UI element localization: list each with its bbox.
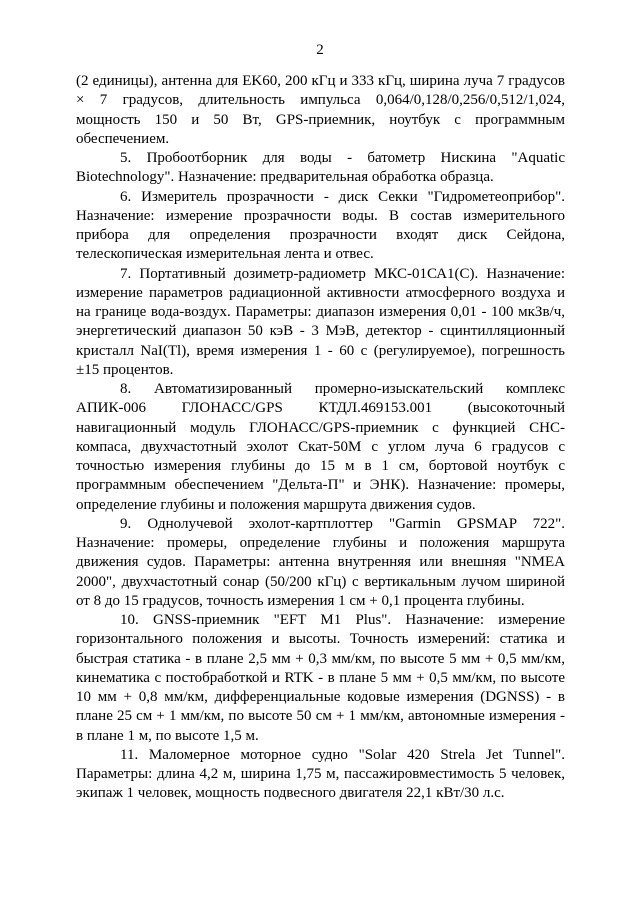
paragraph-item-6: 6. Измеритель прозрачности - диск Секки "Гидрометеоприбор". Назначение: измерение прозрачности воды. В состав измерительного прибора для определения прозрачности входят диск Сейдона, телескопическая измерительная лента и отвес.	[76, 188, 565, 263]
paragraph-item-5: 5. Пробоотборник для воды - батометр Нискина "Aquatic Biotechnology". Назначение: предварительная обработка образца.	[76, 150, 565, 186]
paragraph-continuation: (2 единицы), антенна для EK60, 200 кГц и 333 кГц, ширина луча 7 градусов × 7 градусов, длительность импульса 0,064/0,128/0,256/0,512/1,024, мощность 150 и 50 Вт, GPS-приемник, ноутбук с программным обеспечением.	[76, 73, 565, 147]
paragraph-item-11: 11. Маломерное моторное судно "Solar 420 Strela Jet Tunnel". Параметры: длина 4,2 м, ширина 1,75 м, пассажировместимость 5 человек, экипаж 1 человек, мощность подвесного двигателя 22,1 кВт/30 л.с.	[76, 746, 565, 802]
paragraph-item-8: 8. Автоматизированный промерно-изыскательский комплекс АПИК-006 ГЛОНАСС/GPS КТДЛ.469153.001 (высокоточный навигационный модуль ГЛОНАСС/GPS-приемник с функцией СНС-компаса, двухчастотный эхолот Скат-50М с углом луча 6 градусов с точностью измерения глубины до 15 м в 1 см, бортовой ноутбук с программным обеспечением "Дельта-П" и ЭНК). Назначение: промеры, определение глубины и положения маршрута движения судов.	[76, 381, 565, 513]
document-body	[76, 72, 565, 804]
paragraph-item-9: 9. Однолучевой эхолот-картплоттер "Garmin GPSMAP 722". Назначение: промеры, определение глубины и положения маршрута движения судов. Параметры: антенна внутренняя или внешняя "NMEA 2000", двухчастотный сонар (50/200 кГц) с вертикальным лучом шириной от 8 до 15 градусов, точность измерения 1 см + 0,1 процента глубины.	[76, 515, 565, 609]
page-number: 2	[316, 42, 324, 58]
paragraph-item-10: 10. GNSS-приемник "EFT M1 Plus". Назначение: измерение горизонтального положения и высоты. Точность измерений: статика и быстрая статика - в плане 2,5 мм + 0,3 мм/км, по высоте 5 мм + 0,5 мм/км, кинематика с постобработкой и RTK - в плане 5 мм + 0,5 мм/км, по высоте 10 мм + 0,8 мм/км, дифференциальные кодовые измерения (DGNSS) - в плане 25 см + 1 мм/км, по высоте 50 см + 1 мм/км, автономные измерения - в плане 1 м, по высоте 1,5 м.	[76, 612, 565, 744]
paragraph-item-7: 7. Портативный дозиметр-радиометр МКС-01СА1(С). Назначение: измерение параметров радиационной активности атмосферного воздуха и на границе вода-воздух. Параметры: диапазон измерения 0,01 - 100 мкЗв/ч, энергетический диапазон 50 кэВ - 3 МэВ, детектор - сцинтилляционный кристалл NaI(Tl), время измерения 1 - 60 с (регулируемое), погрешность ±15 процентов.	[76, 265, 565, 378]
